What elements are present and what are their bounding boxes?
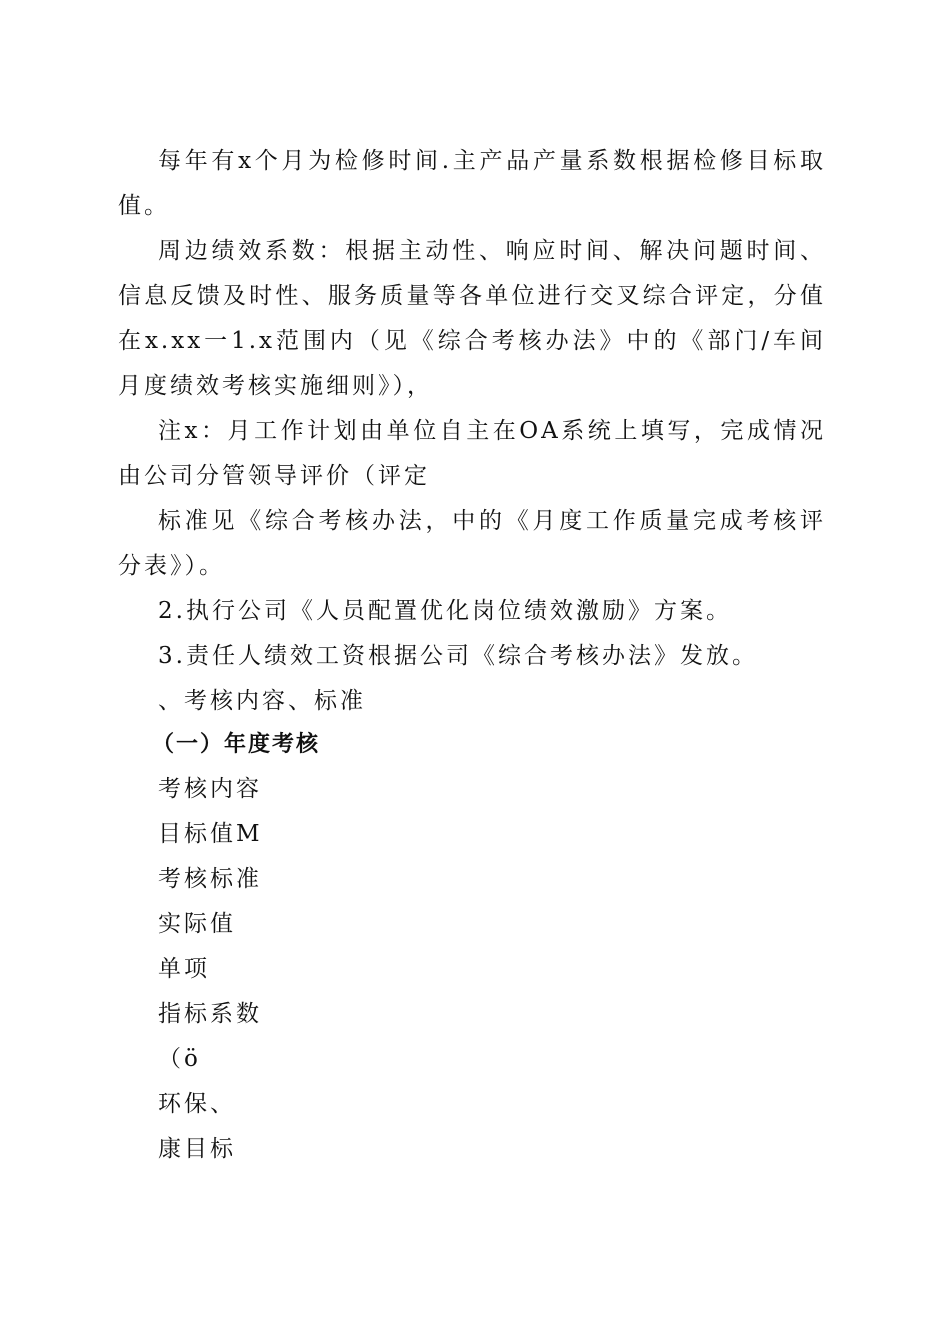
table-fragment-health-target: 康目标: [158, 1136, 236, 1162]
paragraph-evaluation-standard: 标准见《综合考核办法，中的《月度工作质量完成考核评分表》）。: [118, 508, 826, 579]
paragraph-note-monthly-plan: 注x：月工作计划由单位自主在OA系统上填写，完成情况由公司分管领导评价（评定: [118, 418, 826, 489]
heading-annual-assessment: （一）年度考核: [152, 732, 321, 757]
list-item-wage-distribution: 3.责任人绩效工资根据公司《综合考核办法》发放。: [158, 643, 758, 669]
table-fragment-target-value: 目标值M: [158, 821, 263, 847]
section-title-content-standards: 、考核内容、标准: [158, 688, 366, 714]
table-fragment-environment: 环保、: [158, 1091, 236, 1117]
table-fragment-actual-value: 实际值: [158, 911, 236, 937]
list-item-incentive-plan: 2.执行公司《人员配置优化岗位绩效激励》方案。: [158, 598, 732, 624]
table-fragment-single-item: 单项: [158, 956, 210, 982]
paragraph-peripheral-coefficient: 周边绩效系数：根据主动性、响应时间、解决问题时间、信息反馈及时性、服务质量等各单位进行交叉综合评定，分值在x.xx一1.x范围内（见《综合考核办法》中的《部门/车间月度绩效考核实施细则》），: [118, 238, 826, 399]
table-fragment-assessment-content: 考核内容: [158, 776, 262, 802]
paragraph-maintenance-time: 每年有x个月为检修时间.主产品产量系数根据检修目标取值。: [118, 148, 826, 219]
table-fragment-assessment-standard: 考核标准: [158, 866, 262, 892]
table-fragment-indicator-coefficient: 指标系数: [158, 1001, 262, 1027]
table-fragment-symbol: （ö: [158, 1046, 201, 1072]
